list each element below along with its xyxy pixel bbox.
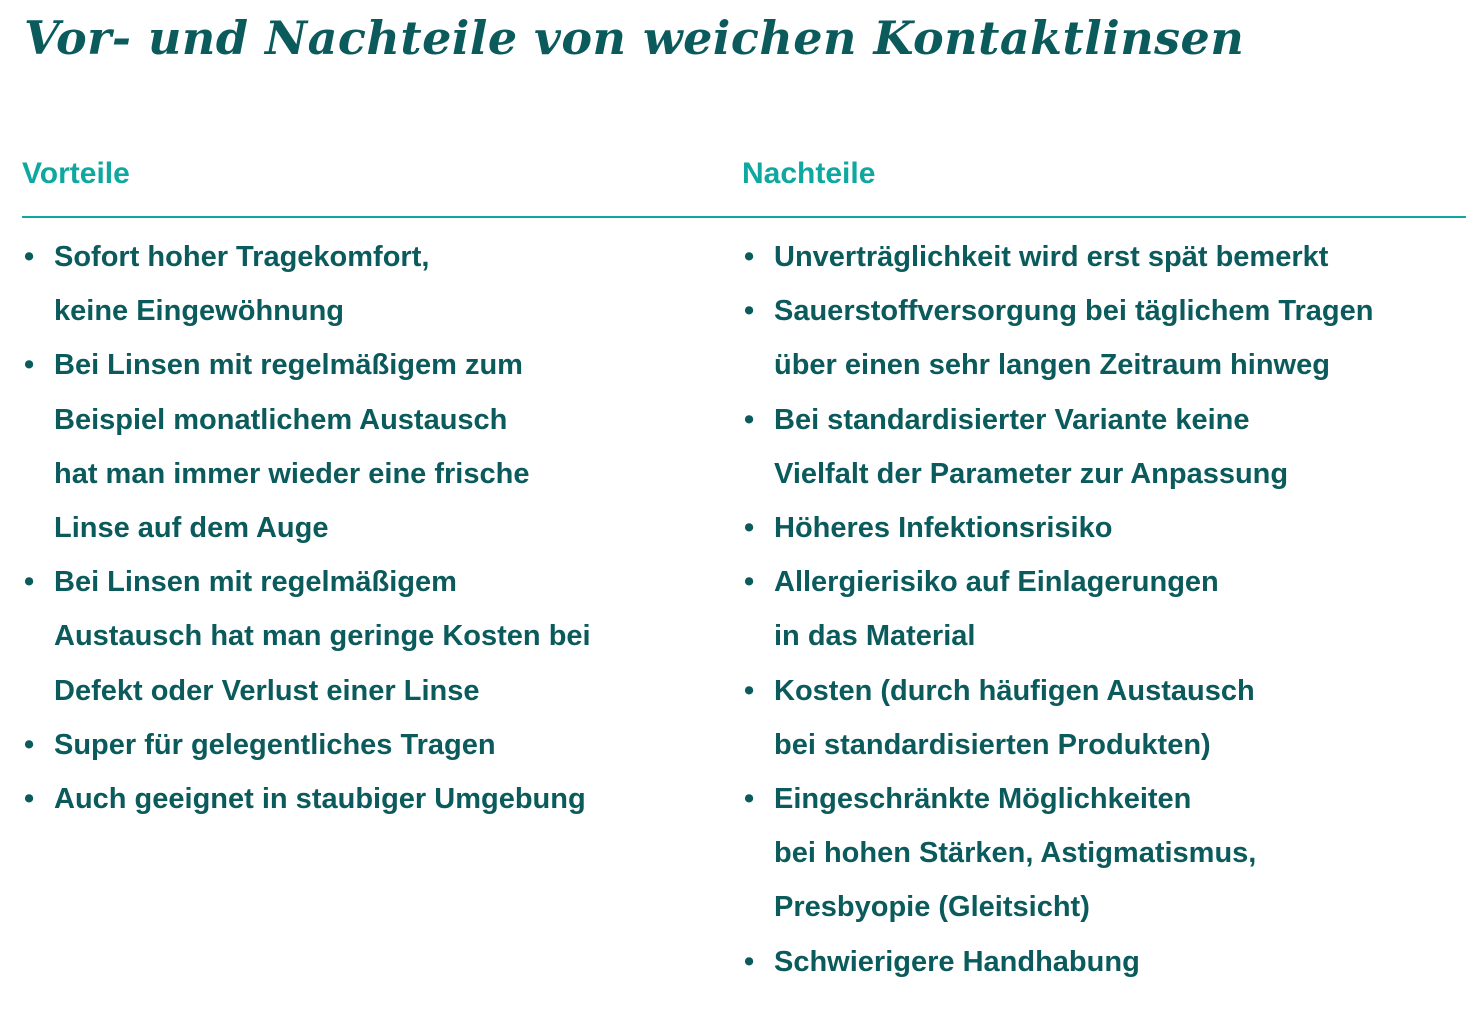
list-item-text: keine Eingewöhnung [54, 295, 345, 328]
list-item [742, 501, 1482, 555]
list-item [22, 718, 722, 772]
bullet-icon: • [24, 783, 35, 816]
list-item-text: Sauerstoffversorgung bei täglichem Tragen [774, 295, 1374, 328]
list-item [742, 664, 1482, 772]
list-item [742, 772, 1482, 935]
list-item-text: Allergierisiko auf Einlagerungen [774, 566, 1219, 599]
vorteile-list [22, 230, 722, 826]
list-item-text: Bei Linsen mit regelmäßigem zum [54, 349, 523, 382]
bullet-icon: • [744, 945, 755, 978]
list-item-text: Austausch hat man geringe Kosten bei [54, 620, 591, 653]
list-item-text: in das Material [774, 620, 976, 653]
header-divider [22, 216, 1466, 218]
list-item-text: Linse auf dem Auge [54, 512, 329, 545]
list-item [742, 935, 1482, 989]
nachteile-list [742, 230, 1482, 989]
list-item [22, 230, 722, 338]
list-item-text: Unverträglichkeit wird erst spät bemerkt [774, 241, 1329, 273]
list-item [22, 772, 722, 826]
list-item-text: Presbyopie (Gleitsicht) [774, 891, 1090, 924]
bullet-icon: • [24, 241, 35, 273]
list-item [22, 555, 722, 718]
list-item-text: Defekt oder Verlust einer Linse [54, 674, 480, 707]
list-item-text: hat man immer wieder eine frische [54, 457, 530, 490]
bullet-icon: • [744, 403, 755, 436]
list-item-text: Kosten (durch häufigen Austausch [774, 674, 1255, 707]
list-item-text: über einen sehr langen Zeitraum hinweg [774, 349, 1330, 382]
list-item-text: Sofort hoher Tragekomfort, [54, 241, 430, 273]
list-item-text: Höheres Infektionsrisiko [774, 512, 1113, 545]
list-item [742, 393, 1482, 501]
list-item-text: Eingeschränkte Möglichkeiten [774, 783, 1192, 816]
list-item [742, 555, 1482, 663]
list-item-text: Super für gelegentliches Tragen [54, 728, 496, 761]
list-item-text: Schwierigere Handhabung [774, 945, 1140, 978]
list-item [742, 284, 1482, 392]
list-item-text: Auch geeignet in staubiger Umgebung [54, 783, 586, 816]
nachteile-heading: Nachteile [742, 157, 876, 190]
bullet-icon: • [744, 566, 755, 599]
vorteile-heading: Vorteile [22, 157, 130, 190]
bullet-icon: • [744, 241, 755, 273]
page-title: Vor- und Nachteile von weichen Kontaktlinsen [24, 11, 1245, 65]
bullet-icon: • [744, 295, 755, 328]
list-item [742, 230, 1482, 284]
list-item-text: Bei Linsen mit regelmäßigem [54, 566, 457, 599]
bullet-icon: • [24, 566, 35, 599]
bullet-icon: • [744, 674, 755, 707]
list-item-text: Vielfalt der Parameter zur Anpassung [774, 457, 1289, 490]
list-item-text: Beispiel monatlichem Austausch [54, 403, 508, 436]
bullet-icon: • [744, 783, 755, 816]
list-item-text: bei standardisierten Produkten) [774, 728, 1211, 761]
bullet-icon: • [744, 512, 755, 545]
list-item [22, 338, 722, 555]
list-item-text: Bei standardisierter Variante keine [774, 403, 1250, 436]
bullet-icon: • [24, 349, 35, 382]
list-item-text: bei hohen Stärken, Astigmatismus, [774, 837, 1257, 870]
bullet-icon: • [24, 728, 35, 761]
